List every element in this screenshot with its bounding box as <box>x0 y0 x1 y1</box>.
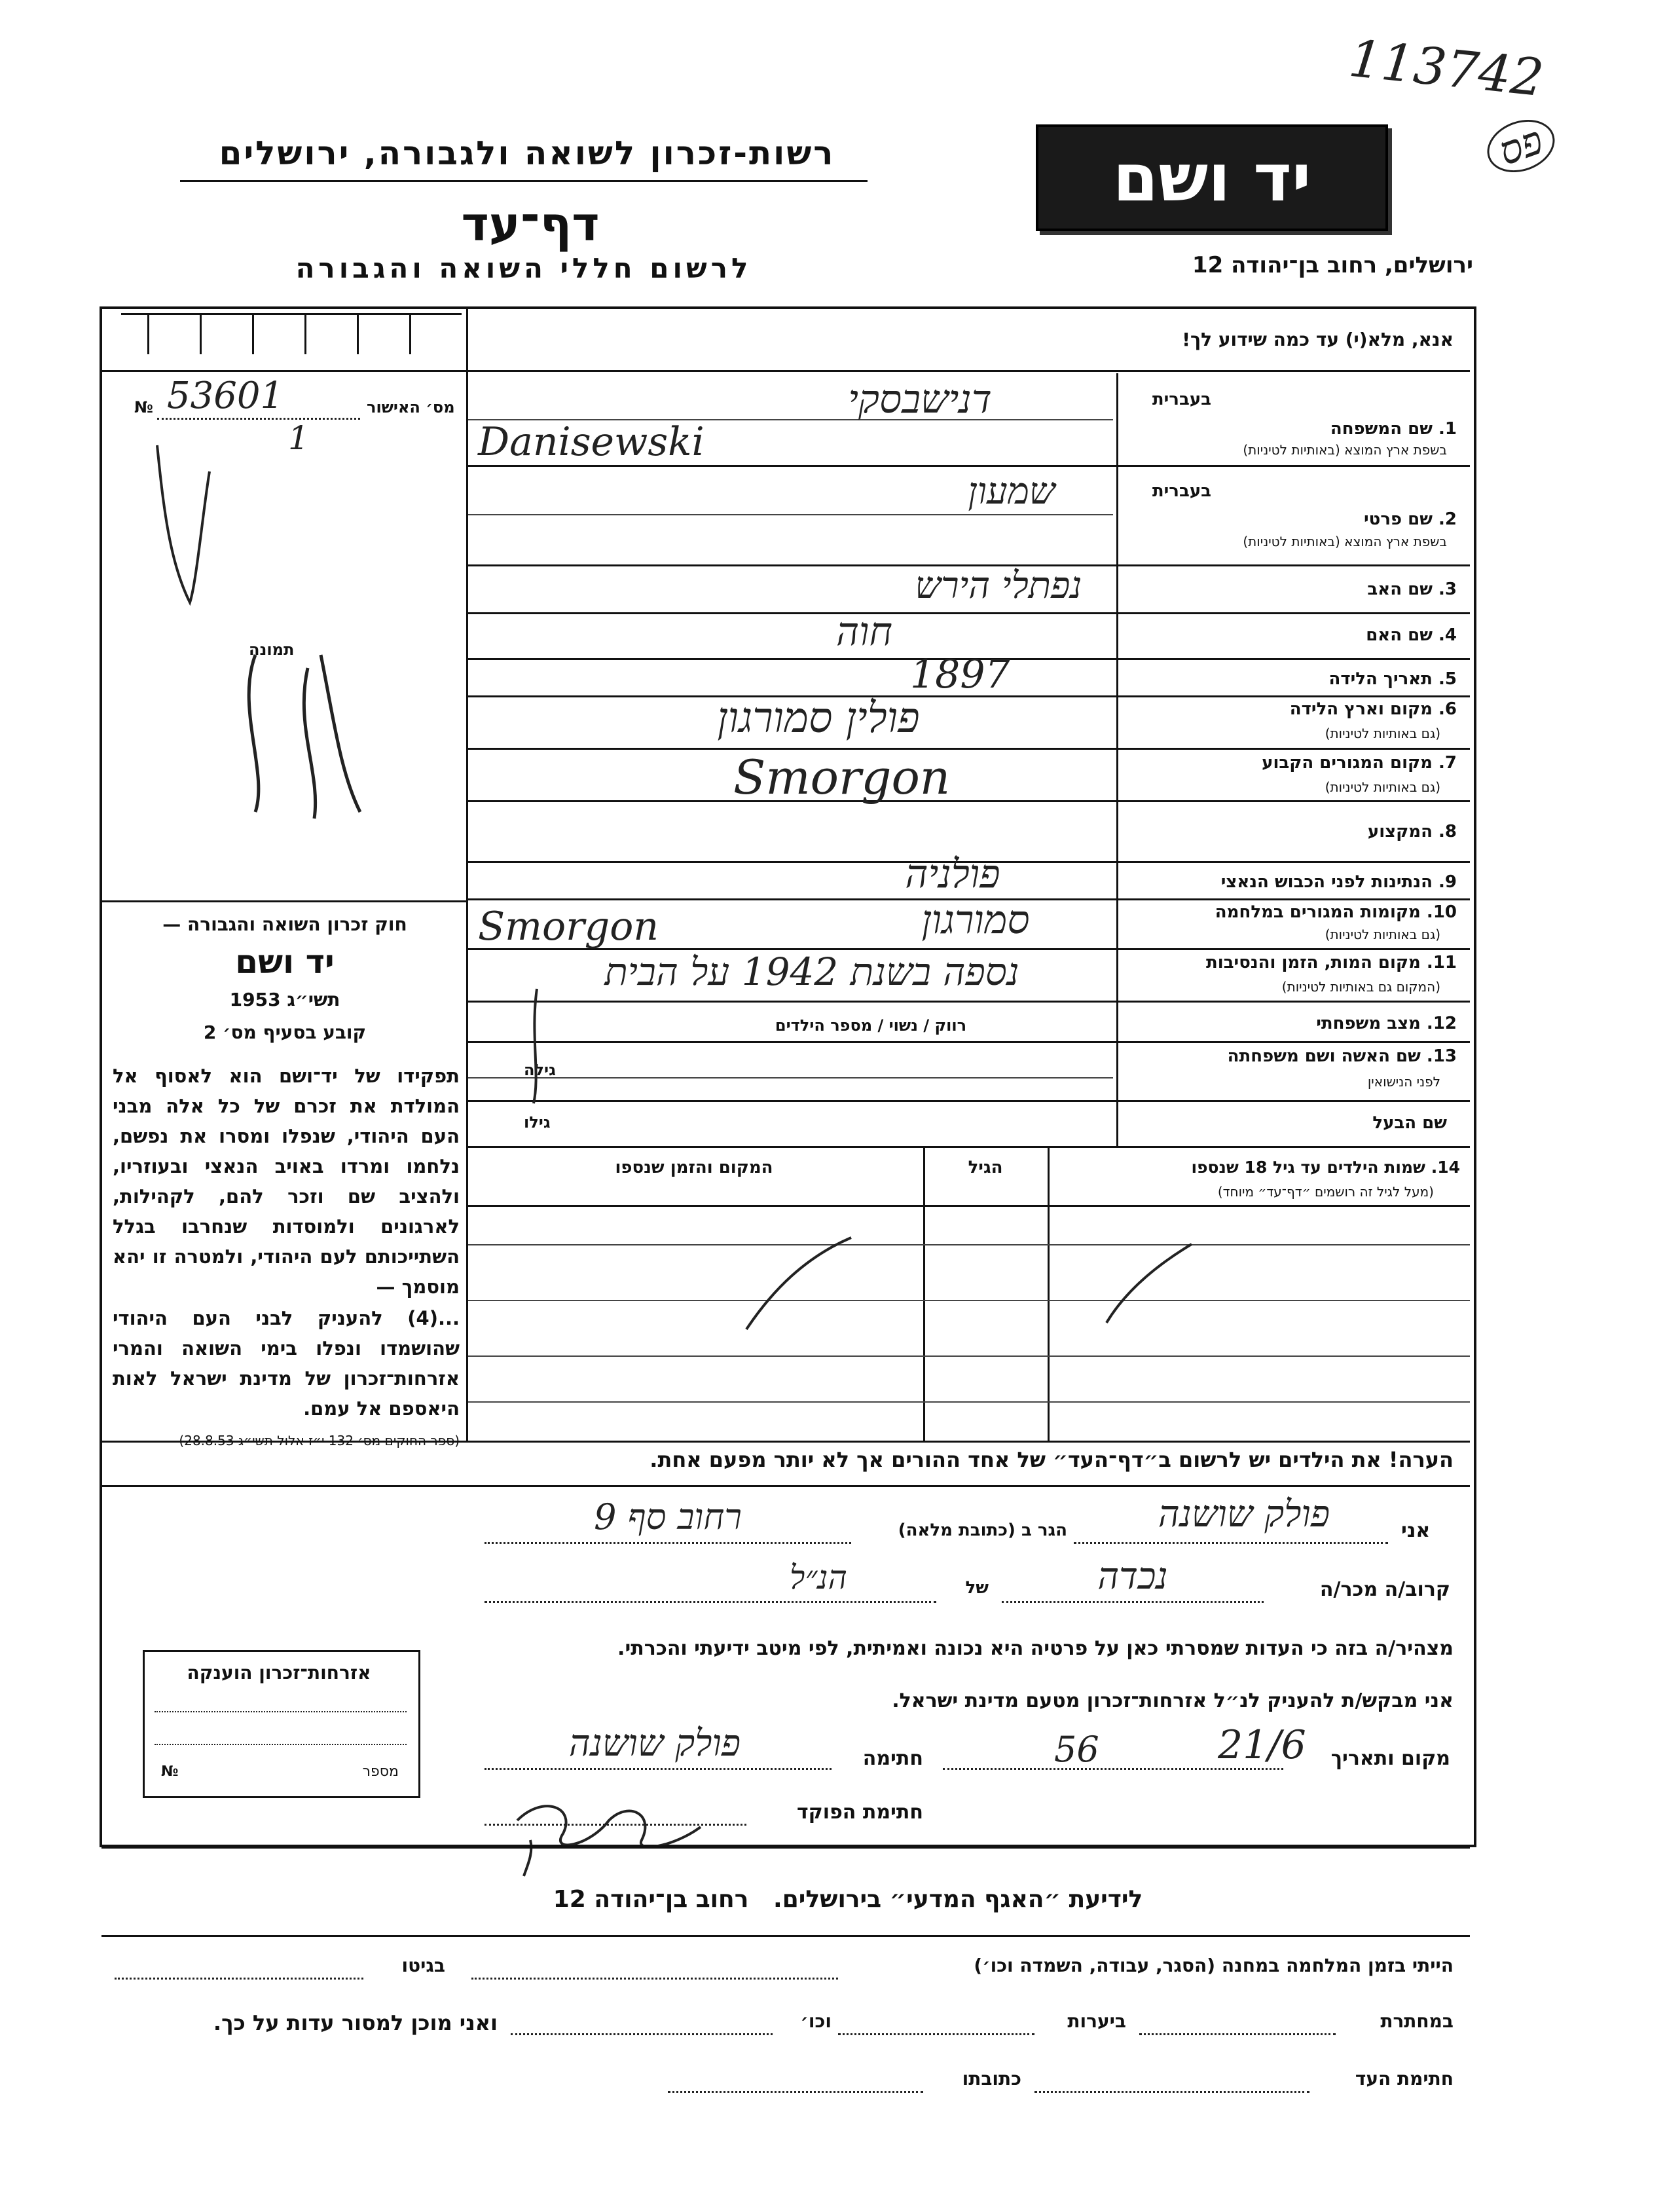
org-line: רשות-זכרון לשואה ולגבורה, ירושלים <box>219 134 835 172</box>
field-13-label <box>1126 1046 1457 1066</box>
field-9-num: 9. <box>1438 872 1457 892</box>
confirmation-label: מס׳ האישור <box>367 398 455 416</box>
decl-statement: מצהיר/ה בזה כי העדות שמסרתי כאן על פרטיה היא נכונה ואמיתית, לפי מיטב ידיעתי והכרתי. <box>617 1637 1454 1660</box>
archive-number: 113742 <box>1346 29 1546 109</box>
field-7-text: מקום המגורים הקבוע <box>1262 753 1433 773</box>
field-10-text: מקומות המגורים במלחמה <box>1215 902 1421 922</box>
field-6-sub: (גם באותיות לטיניות) <box>1325 726 1440 741</box>
field-3-num: 3. <box>1438 580 1457 599</box>
field-10-num: 10. <box>1426 902 1457 922</box>
decl-residing: הגר ב (כתובת מלאה) <box>898 1521 1067 1540</box>
decl-officer-label: חתימת הפוקד <box>797 1801 923 1824</box>
bottom-etc: וכו׳ <box>800 2010 832 2032</box>
field-1-num: 1. <box>1438 419 1457 439</box>
confirmation-no: № <box>134 398 153 416</box>
field-4-num: 4. <box>1438 625 1457 645</box>
children-sub: (מעל לגיל זה רושמים ״דף־עד״ מיוחד) <box>1217 1184 1434 1200</box>
field-11-label <box>1126 953 1457 972</box>
field-7-value[interactable]: Smorgon <box>733 750 951 805</box>
field-2-label <box>1126 509 1457 529</box>
field-10-sub: (גם באותיות לטיניות) <box>1325 927 1440 942</box>
field-1-hebrew-tag: בעברית <box>1152 390 1211 409</box>
law-org: יד ושם <box>235 943 335 981</box>
decl-signature[interactable]: פולק שושנה <box>568 1722 741 1765</box>
children-strike-2 <box>1100 1238 1198 1329</box>
field-2-text: שם פרטי <box>1364 509 1433 529</box>
field-3-label <box>1126 580 1457 599</box>
field-12-value: רווק / נשוי / מספר הילדים <box>775 1016 967 1035</box>
field-2-sub: בשפת ארץ המוצא (באותיות לטיניות) <box>1243 534 1447 549</box>
law-year: תשי״ג 1953 <box>229 989 340 1010</box>
field-1-text: שם המשפחה <box>1330 419 1433 439</box>
field-8-text: המקצוע <box>1367 822 1433 841</box>
field-6-num: 6. <box>1438 699 1457 719</box>
confirmation-extra: 1 <box>288 419 309 457</box>
citizenship-number-label: מספר <box>362 1763 399 1780</box>
field-1-value-latin[interactable]: Danisewski <box>478 419 704 465</box>
field-13-strike <box>511 982 563 1107</box>
field-10-label <box>1126 902 1457 922</box>
officer-signature <box>504 1781 714 1879</box>
decl-relative-label: קרוב/ה מכר/ה <box>1319 1578 1450 1601</box>
field-2-num: 2. <box>1438 509 1457 529</box>
field-6-text: מקום וארץ הלידה <box>1289 699 1433 719</box>
children-strike-1 <box>740 1231 858 1336</box>
decl-year[interactable]: 56 <box>1054 1729 1099 1770</box>
decl-address[interactable]: רחוב סף 9 <box>594 1496 742 1538</box>
logo-text: יד ושם <box>1112 139 1311 216</box>
law-text-2: ...(4) להעניק לבני העם היהודי שהושמדו ונפלו בימי השואה והמרי אזרחות־זכרון של מדינת ישראל לאות היאספם אל עמם. <box>113 1307 460 1420</box>
field-10-value-latin[interactable]: Smorgon <box>478 904 659 949</box>
field-12-num: 12. <box>1426 1014 1457 1033</box>
citizenship-title: אזרחות־זכרון הוענקה <box>187 1662 371 1684</box>
bottom-witness-sig: חתימת העד <box>1355 2068 1454 2090</box>
field-9-label <box>1126 872 1457 892</box>
children-label: 14. שמות הילדים עד גיל 18 שנספו <box>1191 1158 1460 1177</box>
field-13-text: שם האשה ושם משפחתה <box>1227 1046 1421 1066</box>
field-4-value[interactable]: חוה <box>835 609 892 655</box>
field-6-value[interactable]: פולין סמורגון <box>717 694 920 743</box>
field-11-value[interactable]: נספה בשנת 1942 על הבית <box>604 949 1019 994</box>
field-3-value[interactable]: נפתלי הירש <box>915 564 1082 607</box>
field-1-sub: בשפת ארץ המוצא (באותיות לטיניות) <box>1243 442 1447 458</box>
field-5-num: 5. <box>1438 669 1457 689</box>
intro-text: אנא, מלא(י) עד כמה שידוע לך! <box>1182 329 1454 350</box>
field-5-label <box>1126 669 1457 689</box>
corner-mark: פס <box>1480 111 1562 181</box>
bottom-line1: הייתי בזמן המלחמה במחנה (הסגר, עבודה, השמדה וכו׳) <box>974 1955 1454 1976</box>
field-13-num: 13. <box>1426 1046 1457 1066</box>
bottom-address-label: כתובתו <box>962 2068 1021 2090</box>
decl-name[interactable]: פולק שושנה <box>1158 1493 1330 1536</box>
husband-label: שם הבעל <box>1372 1113 1447 1133</box>
bottom-address: רחוב בן־יהודה 12 <box>553 1886 749 1913</box>
field-6-label <box>1126 699 1457 719</box>
field-2-value-he[interactable]: שמעון <box>968 470 1055 513</box>
field-7-label <box>1126 753 1457 773</box>
citizenship-no: № <box>161 1763 179 1780</box>
field-4-text: שם האם <box>1366 625 1433 645</box>
field-13-age: גילה <box>524 1061 556 1079</box>
field-11-text: מקום המות, הזמן והנסיבות <box>1206 953 1421 972</box>
field-13-sub: לפני הנישואין <box>1367 1074 1440 1090</box>
field-11-num: 11. <box>1426 953 1457 972</box>
photo-scribble <box>124 432 452 825</box>
decl-of-value[interactable]: הנ״ל <box>790 1558 847 1596</box>
field-1-label <box>1126 419 1457 439</box>
field-12-label <box>1126 1014 1457 1033</box>
field-9-value[interactable]: פולניה <box>905 851 1000 897</box>
field-3-text: שם האב <box>1367 580 1433 599</box>
decl-date[interactable]: 21/6 <box>1218 1722 1306 1768</box>
bottom-title <box>511 1886 1185 1913</box>
field-7-num: 7. <box>1438 753 1457 773</box>
law-title: חוק זכרון השואה והגבורה — <box>162 913 407 935</box>
decl-of-label: של <box>965 1578 989 1598</box>
field-7-sub: (גם באותיות לטיניות) <box>1325 779 1440 795</box>
bottom-title-text: לידיעת ״האגף המדעי״ בירושלים. <box>773 1886 1143 1913</box>
field-10-value-he[interactable]: סמורגון <box>921 897 1030 943</box>
photo-label: תמונה <box>249 640 295 659</box>
field-12-text: מצב משפחתי <box>1316 1014 1421 1033</box>
form-subtitle: לרשום חללי השואה והגבורה <box>295 252 752 284</box>
decl-request: אני מבקש/ת להעניק לנ״ל אזרחות־זכרון מטעם מדינת ישראל. <box>892 1689 1454 1712</box>
field-2-hebrew-tag: בעברית <box>1152 481 1211 501</box>
decl-signature-label: חתימה <box>862 1747 923 1770</box>
children-age-header: הגיל <box>968 1158 1003 1177</box>
children-place-header: המקום והזמן שנספו <box>615 1158 773 1177</box>
field-8-label <box>1126 822 1457 841</box>
decl-i-label: אני <box>1401 1519 1431 1542</box>
decl-place-date-label: מקום ותאריך <box>1330 1747 1450 1770</box>
note-text: הערה! את הילדים יש לרשום ב״דף־העד״ של אחד ההורים אך לא יותר מפעם אחת. <box>650 1447 1454 1472</box>
bottom-ready: ואני מוכן למסור עדות על כך. <box>213 2010 498 2035</box>
husband-age: גילו <box>524 1113 551 1132</box>
form-title: דף־עד <box>461 196 600 251</box>
field-11-sub: (המקום גם באותיות לטיניות) <box>1281 979 1440 995</box>
law-text: תפקידו של יד־ושם הוא לאסוף אל המולדת את זכרם של כל אלה מבני העם היהודי, שנפלו ומסרו את נפשם, נלחמו ומרדו באויב הנאצי ובעוזריו, ולהציב שם וזכר להם, לקהילות, לארגונים ולמוסדות שנחרבו בגלל השתייכותם לעם היהודי, ולמטרה זו יהא מוסמך — <box>113 1065 460 1298</box>
bottom-forests: ביערות <box>1067 2010 1126 2032</box>
stub-boxes <box>121 313 462 356</box>
bottom-hiding: במחתרת <box>1380 2010 1454 2032</box>
yad-vashem-logo <box>1036 124 1388 231</box>
confirmation-value: 53601 <box>167 375 284 417</box>
field-1-value-he[interactable]: דנישבסקי <box>848 377 992 422</box>
decl-relation[interactable]: נכדה <box>1097 1555 1168 1598</box>
field-9-text: הנתינות לפני הכבוש הנאצי <box>1220 872 1433 892</box>
law-source: (ספר החוקים מס׳ 132 י״ז אלול תשי״ג 28.8.53) <box>179 1433 460 1448</box>
citizenship-box <box>143 1650 420 1798</box>
field-5-value[interactable]: 1897 <box>910 652 1010 697</box>
field-8-num: 8. <box>1438 822 1457 841</box>
law-section: קובע בסעיף מס׳ 2 <box>203 1022 367 1043</box>
field-4-label <box>1126 625 1457 645</box>
field-5-text: תאריך הלידה <box>1328 669 1433 689</box>
header-address: ירושלים, רחוב בן־יהודה 12 <box>1192 252 1473 278</box>
bottom-ghetto: בגיטו <box>401 1955 445 1976</box>
